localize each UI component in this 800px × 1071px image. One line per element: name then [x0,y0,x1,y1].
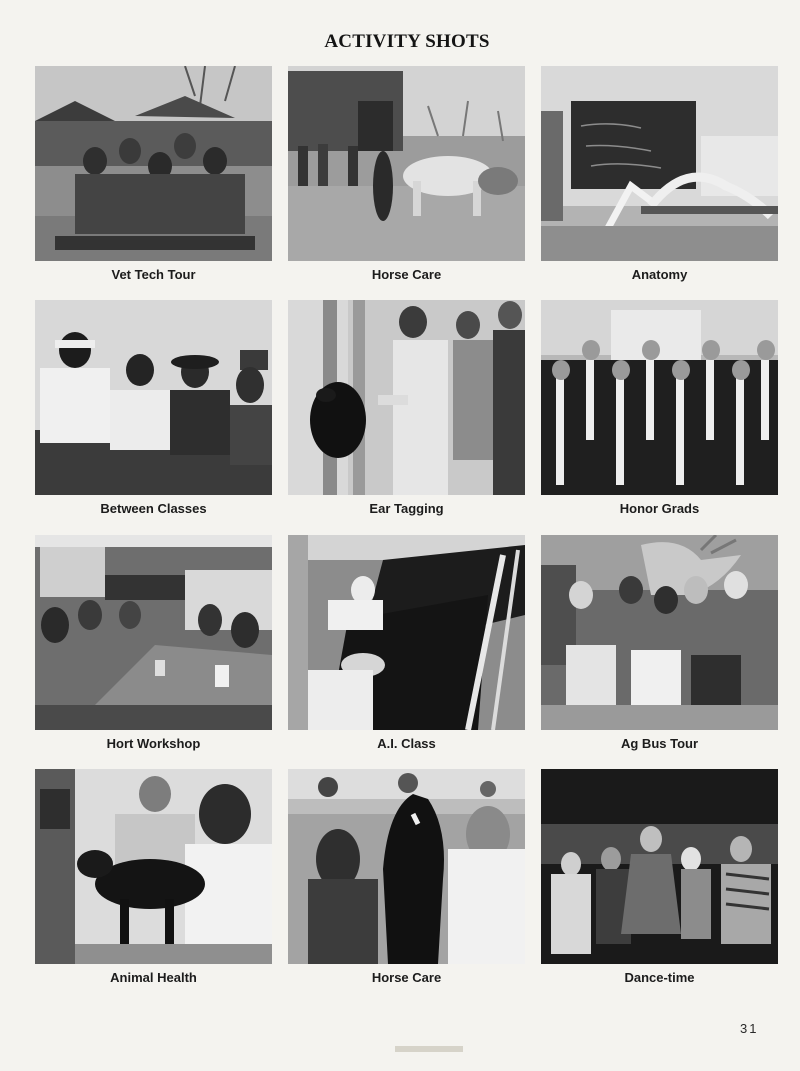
photo-dance-time [541,769,778,964]
photo-caption: Horse Care [371,267,442,282]
photo-caption: Vet Tech Tour [111,267,196,282]
paper-tape-mark [395,1046,463,1052]
photo-caption: Dance-time [624,970,695,985]
photo-caption: Horse Care [371,970,442,985]
photo-caption: Honor Grads [619,501,700,516]
photo-caption: Ag Bus Tour [620,736,699,751]
page-number: 31 [740,1021,759,1036]
photo-horse-care [288,66,525,261]
photo-caption: Between Classes [100,501,207,516]
photo-animal-health [35,769,272,964]
photo-between-classes [35,300,272,495]
photo-horse-care-2 [288,769,525,964]
photo-caption: Animal Health [110,970,197,985]
photo-vet-tech-tour [35,66,272,261]
photo-ear-tagging [288,300,525,495]
photo-ag-bus-tour [541,535,778,730]
photo-caption: Ear Tagging [369,501,444,516]
photo-caption: Hort Workshop [106,736,201,751]
photo-caption: Anatomy [631,267,688,282]
page-title: ACTIVITY SHOTS [324,31,490,52]
photo-anatomy [541,66,778,261]
photo-honor-grads [541,300,778,495]
photo-ai-class [288,535,525,730]
photo-caption: A.I. Class [377,736,436,751]
photo-hort-workshop [35,535,272,730]
